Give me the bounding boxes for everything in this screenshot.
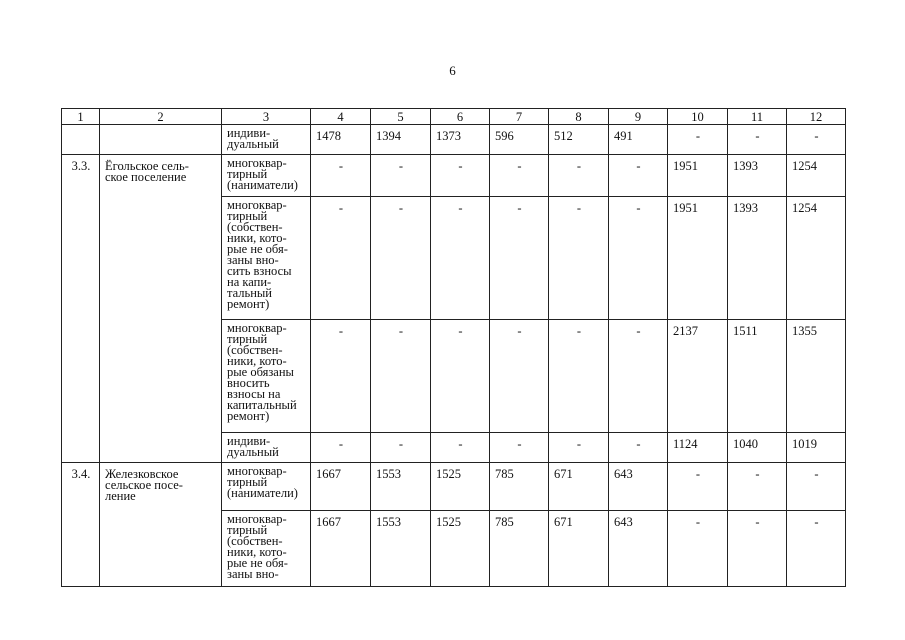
table-row [62, 463, 846, 511]
table-row [62, 155, 846, 197]
value-cell-col-10: 1951 [668, 197, 728, 320]
value-cell-col-9: 643 [609, 511, 668, 587]
value-cell-col-6: - [431, 155, 490, 197]
value-cell-col-8: - [549, 155, 609, 197]
value-cell-col-12: 1254 [787, 197, 846, 320]
value-cell-col-4: 1667 [311, 463, 371, 511]
value-cell-col-12: - [787, 125, 846, 155]
value-cell-col-11: - [728, 125, 787, 155]
value-cell-col-9: - [609, 433, 668, 463]
settlement-name: Железковское сельское посе- ление [100, 463, 222, 587]
settlement-name [100, 125, 222, 155]
value-cell-col-6: 1525 [431, 511, 490, 587]
column-header-9: 9 [609, 109, 668, 125]
value-cell-col-12: 1355 [787, 320, 846, 433]
value-cell-col-4: - [311, 320, 371, 433]
value-cell-col-10: - [668, 125, 728, 155]
value-cell-col-6: - [431, 320, 490, 433]
value-cell-col-11: 1393 [728, 155, 787, 197]
housing-type: индиви- дуальный [222, 433, 311, 463]
value-cell-col-5: - [371, 197, 431, 320]
value-cell-col-10: 1951 [668, 155, 728, 197]
value-cell-col-5: - [371, 433, 431, 463]
column-header-10: 10 [668, 109, 728, 125]
column-header-11: 11 [728, 109, 787, 125]
column-header-7: 7 [490, 109, 549, 125]
housing-type: многоквар- тирный (собствен- ники, кото- рые не обя- заны вно- [222, 511, 311, 587]
value-cell-col-11: 1511 [728, 320, 787, 433]
housing-type: многоквар- тирный (наниматели) [222, 463, 311, 511]
value-cell-col-4: - [311, 433, 371, 463]
value-cell-col-11: - [728, 463, 787, 511]
column-header-4: 4 [311, 109, 371, 125]
housing-type: многоквар- тирный (наниматели) [222, 155, 311, 197]
value-cell-col-12: - [787, 511, 846, 587]
value-cell-col-6: 1373 [431, 125, 490, 155]
value-cell-col-5: 1394 [371, 125, 431, 155]
column-header-12: 12 [787, 109, 846, 125]
value-cell-col-8: - [549, 433, 609, 463]
value-cell-col-8: 671 [549, 463, 609, 511]
housing-type: многоквар- тирный (собствен- ники, кото- рые не обя- заны вно- сить взносы на капи- тальный ремонт) [222, 197, 311, 320]
value-cell-col-9: - [609, 320, 668, 433]
value-cell-col-10: 2137 [668, 320, 728, 433]
value-cell-col-4: - [311, 197, 371, 320]
column-header-1: 1 [62, 109, 100, 125]
table-row [62, 125, 846, 155]
value-cell-col-4: 1478 [311, 125, 371, 155]
value-cell-col-10: 1124 [668, 433, 728, 463]
value-cell-col-8: - [549, 197, 609, 320]
value-cell-col-11: - [728, 511, 787, 587]
value-cell-col-9: - [609, 155, 668, 197]
value-cell-col-7: - [490, 433, 549, 463]
column-header-8: 8 [549, 109, 609, 125]
value-cell-col-10: - [668, 463, 728, 511]
page-number: 6 [449, 63, 456, 78]
column-header-5: 5 [371, 109, 431, 125]
value-cell-col-5: 1553 [371, 511, 431, 587]
header-row [62, 109, 846, 125]
value-cell-col-7: - [490, 155, 549, 197]
value-cell-col-4: 1667 [311, 511, 371, 587]
settlement-name: Ёгольское сель- ское поселение [100, 155, 222, 463]
value-cell-col-7: - [490, 320, 549, 433]
table-body [62, 109, 846, 587]
value-cell-col-5: 1553 [371, 463, 431, 511]
value-cell-col-11: 1393 [728, 197, 787, 320]
value-cell-col-12: 1019 [787, 433, 846, 463]
column-header-3: 3 [222, 109, 311, 125]
value-cell-col-6: 1525 [431, 463, 490, 511]
value-cell-col-9: - [609, 197, 668, 320]
value-cell-col-8: 512 [549, 125, 609, 155]
value-cell-col-9: 491 [609, 125, 668, 155]
value-cell-col-12: 1254 [787, 155, 846, 197]
column-header-6: 6 [431, 109, 490, 125]
housing-type: индиви- дуальный [222, 125, 311, 155]
value-cell-col-9: 643 [609, 463, 668, 511]
value-cell-col-4: - [311, 155, 371, 197]
column-header-2: 2 [100, 109, 222, 125]
row-code [62, 125, 100, 155]
value-cell-col-6: - [431, 433, 490, 463]
value-cell-col-8: - [549, 320, 609, 433]
value-cell-col-5: - [371, 320, 431, 433]
value-cell-col-8: 671 [549, 511, 609, 587]
value-cell-col-6: - [431, 197, 490, 320]
housing-type: многоквар- тирный (собствен- ники, кото- рые обязаны вносить взносы на капитальный ремонт) [222, 320, 311, 433]
value-cell-col-7: 596 [490, 125, 549, 155]
value-cell-col-5: - [371, 155, 431, 197]
value-cell-col-7: 785 [490, 511, 549, 587]
tariff-table [61, 108, 846, 587]
value-cell-col-10: - [668, 511, 728, 587]
value-cell-col-7: 785 [490, 463, 549, 511]
row-code: 3.3. [62, 155, 100, 463]
value-cell-col-11: 1040 [728, 433, 787, 463]
row-code: 3.4. [62, 463, 100, 587]
value-cell-col-7: - [490, 197, 549, 320]
value-cell-col-12: - [787, 463, 846, 511]
